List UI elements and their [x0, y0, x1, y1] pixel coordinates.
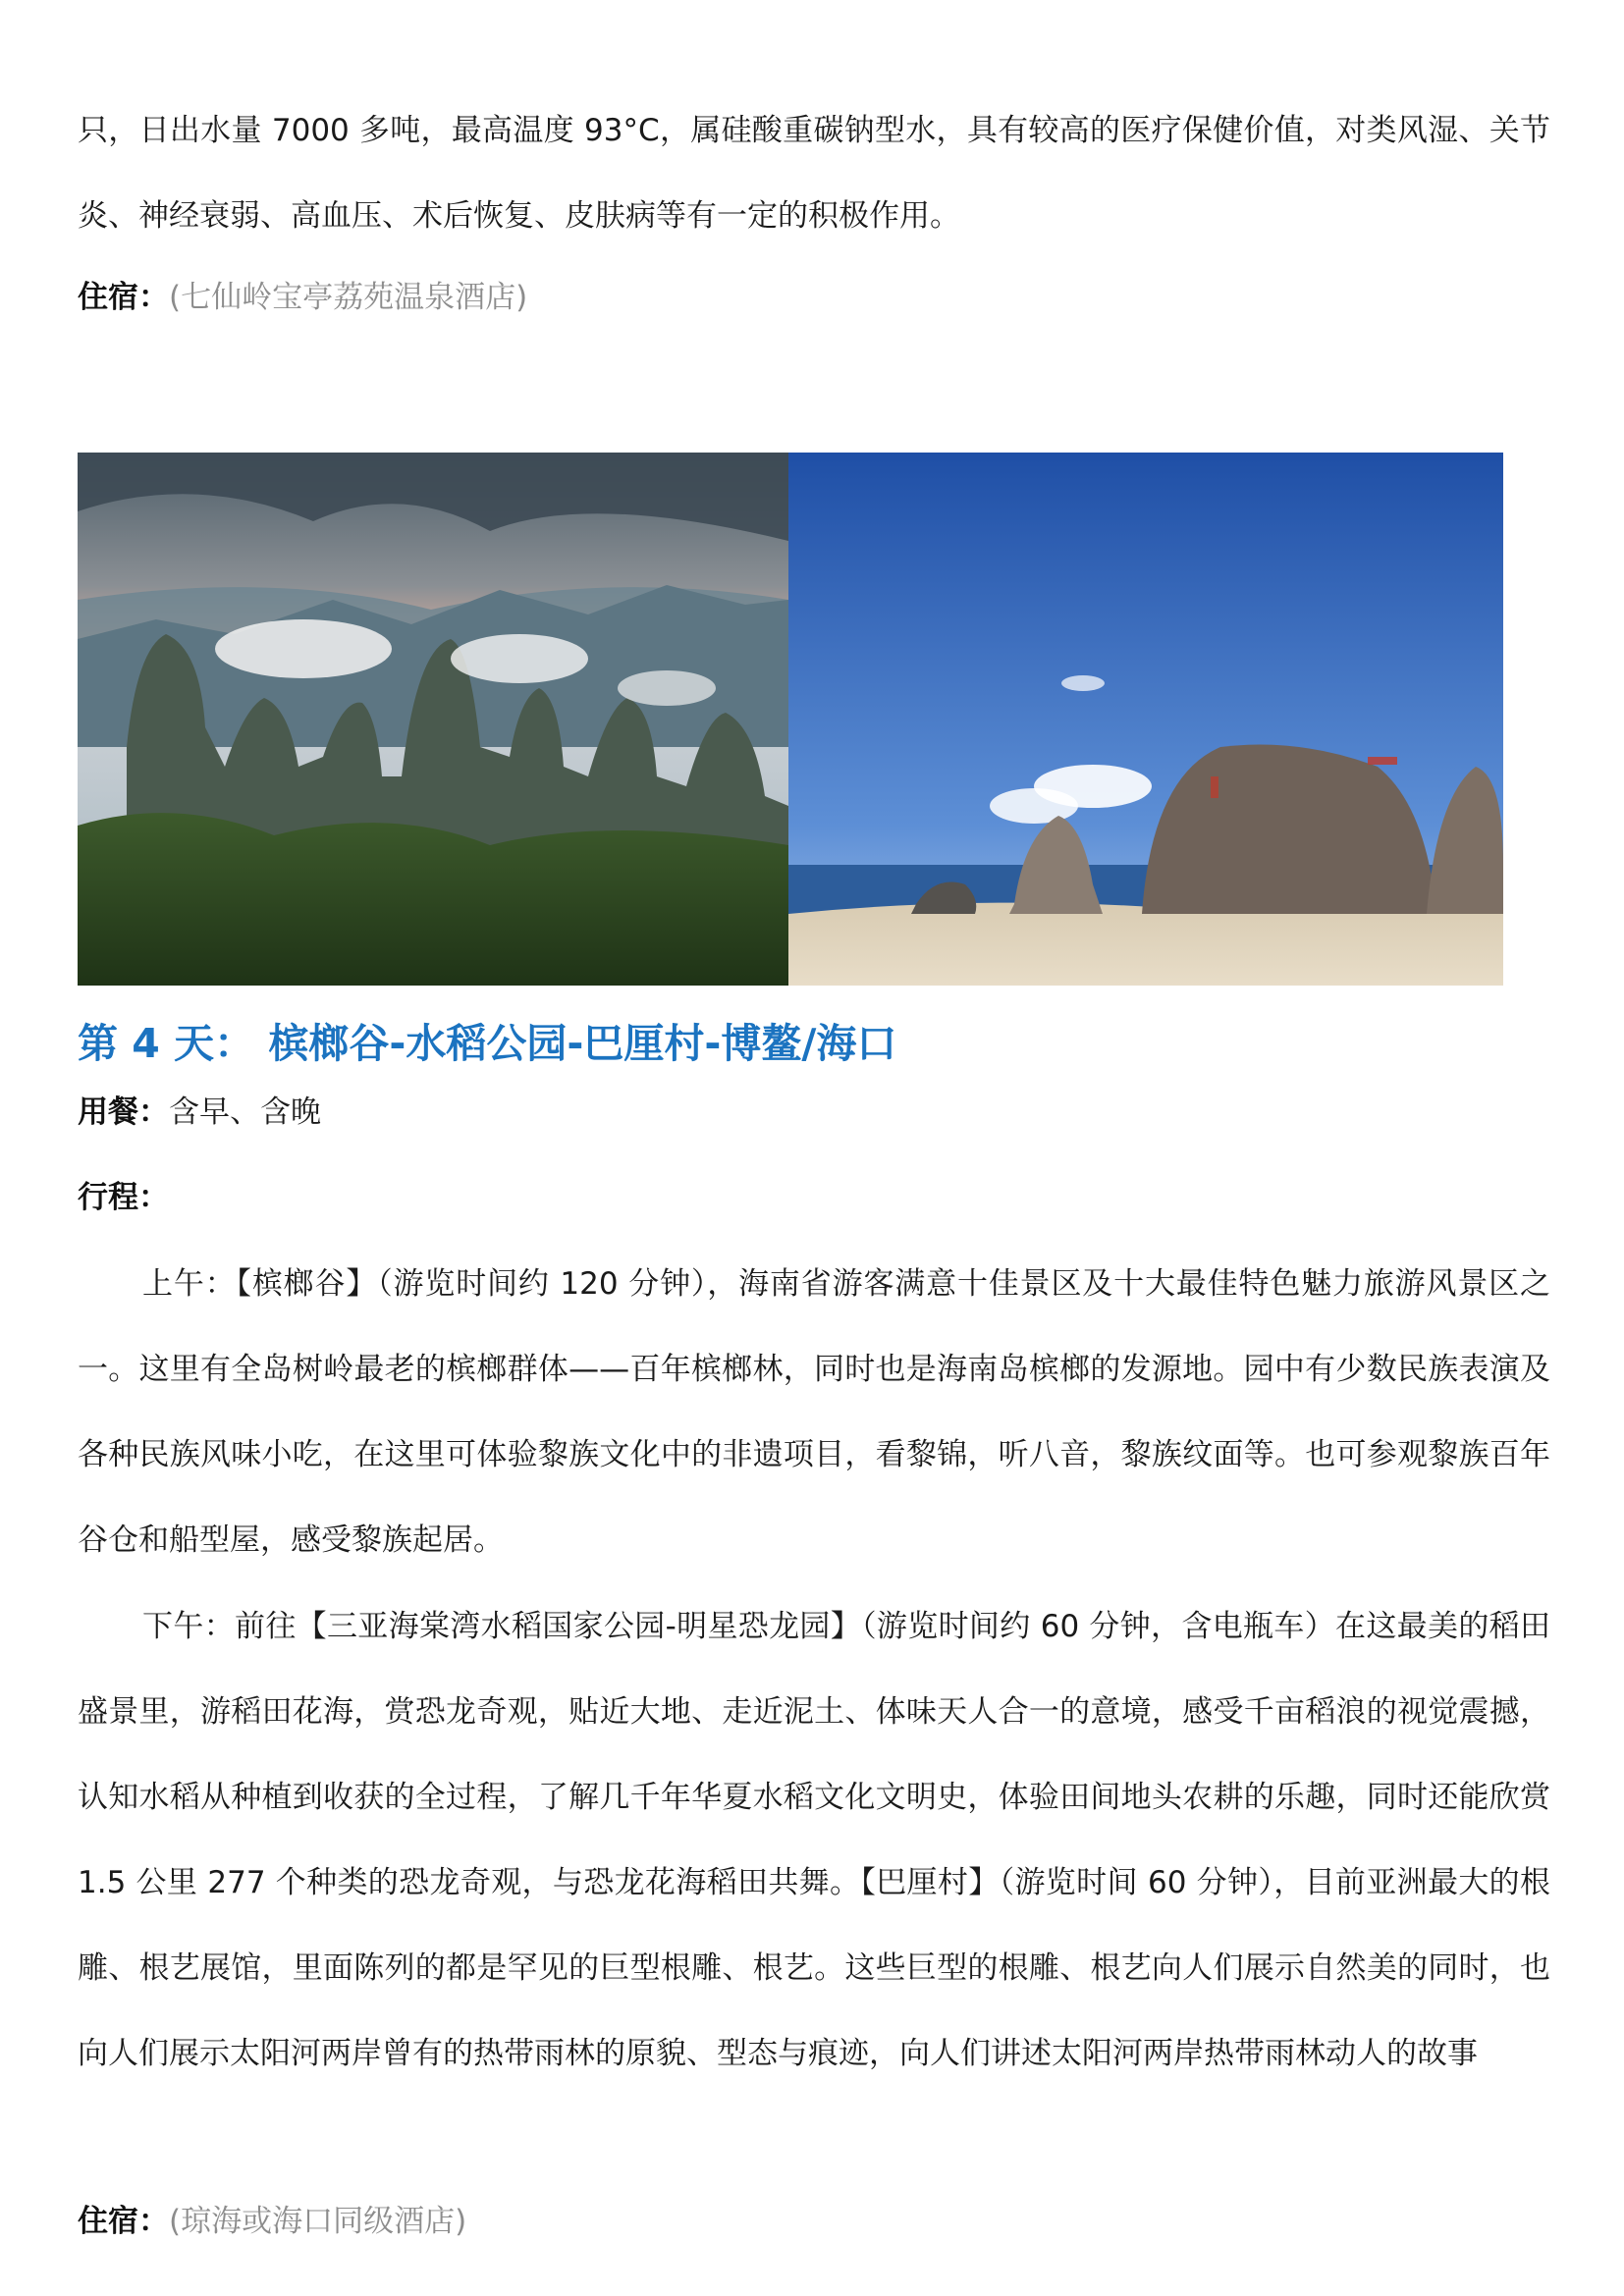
afternoon-paragraph: 下午：前往【三亚海棠湾水稻国家公园-明星恐龙园】（游览时间约 60 分钟，含电瓶车）在这最美的稻田盛景里，游稻田花海，赏恐龙奇观，贴近大地、走近泥土、体味天人合一的意境，感受千亩稻浪的视觉震撼，认知水稻从种植到收获的全过程，了解几千年华夏水稻文化文明史，体验田间地头农耕的乐趣，同时还能欣赏 1.5 公里 277 个种类的恐龙奇观，与恐龙花海稻田共舞。【巴厘村】（游览时间 60 分钟），目前亚洲最大的根雕、根艺展馆，里面陈列的都是罕见的巨型根雕、根艺。这些巨型的根雕、根艺向人们展示自然美的同时，也向人们展示太阳河两岸曾有的热带雨林的原貌、型态与痕迹，向人们讲述太阳河两岸热带雨林动人的故事	[78, 1609, 1550, 2071]
stay-value: (七仙岭宝亭荔苑温泉酒店)	[169, 280, 528, 315]
stay-label: 住宿：	[78, 2204, 169, 2239]
meal-value: 含早、含晚	[169, 1095, 321, 1130]
meal-label: 用餐：	[78, 1095, 169, 1130]
stay-line-1	[78, 278, 527, 317]
stay-line-2	[78, 2202, 466, 2241]
day4-title: 第 4 天： 槟榔谷-水稻公园-巴厘村-博鳌/海口	[78, 1020, 897, 1067]
intro-paragraph: 只，日出水量 7000 多吨，最高温度 93°C，属硅酸重碳钠型水，具有较高的医疗保健价值，对类风湿、关节炎、神经衰弱、高血压、术后恢复、皮肤病等有一定的积极作用。	[78, 113, 1550, 234]
meal-line	[78, 1093, 321, 1132]
beach-rocks-photo	[788, 453, 1503, 986]
mountain-peaks-photo	[78, 453, 788, 986]
stay-value: (琼海或海口同级酒店)	[169, 2204, 467, 2239]
morning-paragraph: 上午：【槟榔谷】（游览时间约 120 分钟），海南省游客满意十佳景区及十大最佳特色魅力旅游风景区之一。这里有全岛树岭最老的槟榔群体——百年槟榔林，同时也是海南岛槟榔的发源地。园中有少数民族表演及各种民族风味小吃，在这里可体验黎族文化中的非遗项目，看黎锦，听八音，黎族纹面等。也可参观黎族百年谷仓和船型屋，感受黎族起居。	[78, 1266, 1550, 1558]
stay-label: 住宿：	[78, 280, 169, 315]
itinerary-label: 行程：	[78, 1180, 169, 1215]
